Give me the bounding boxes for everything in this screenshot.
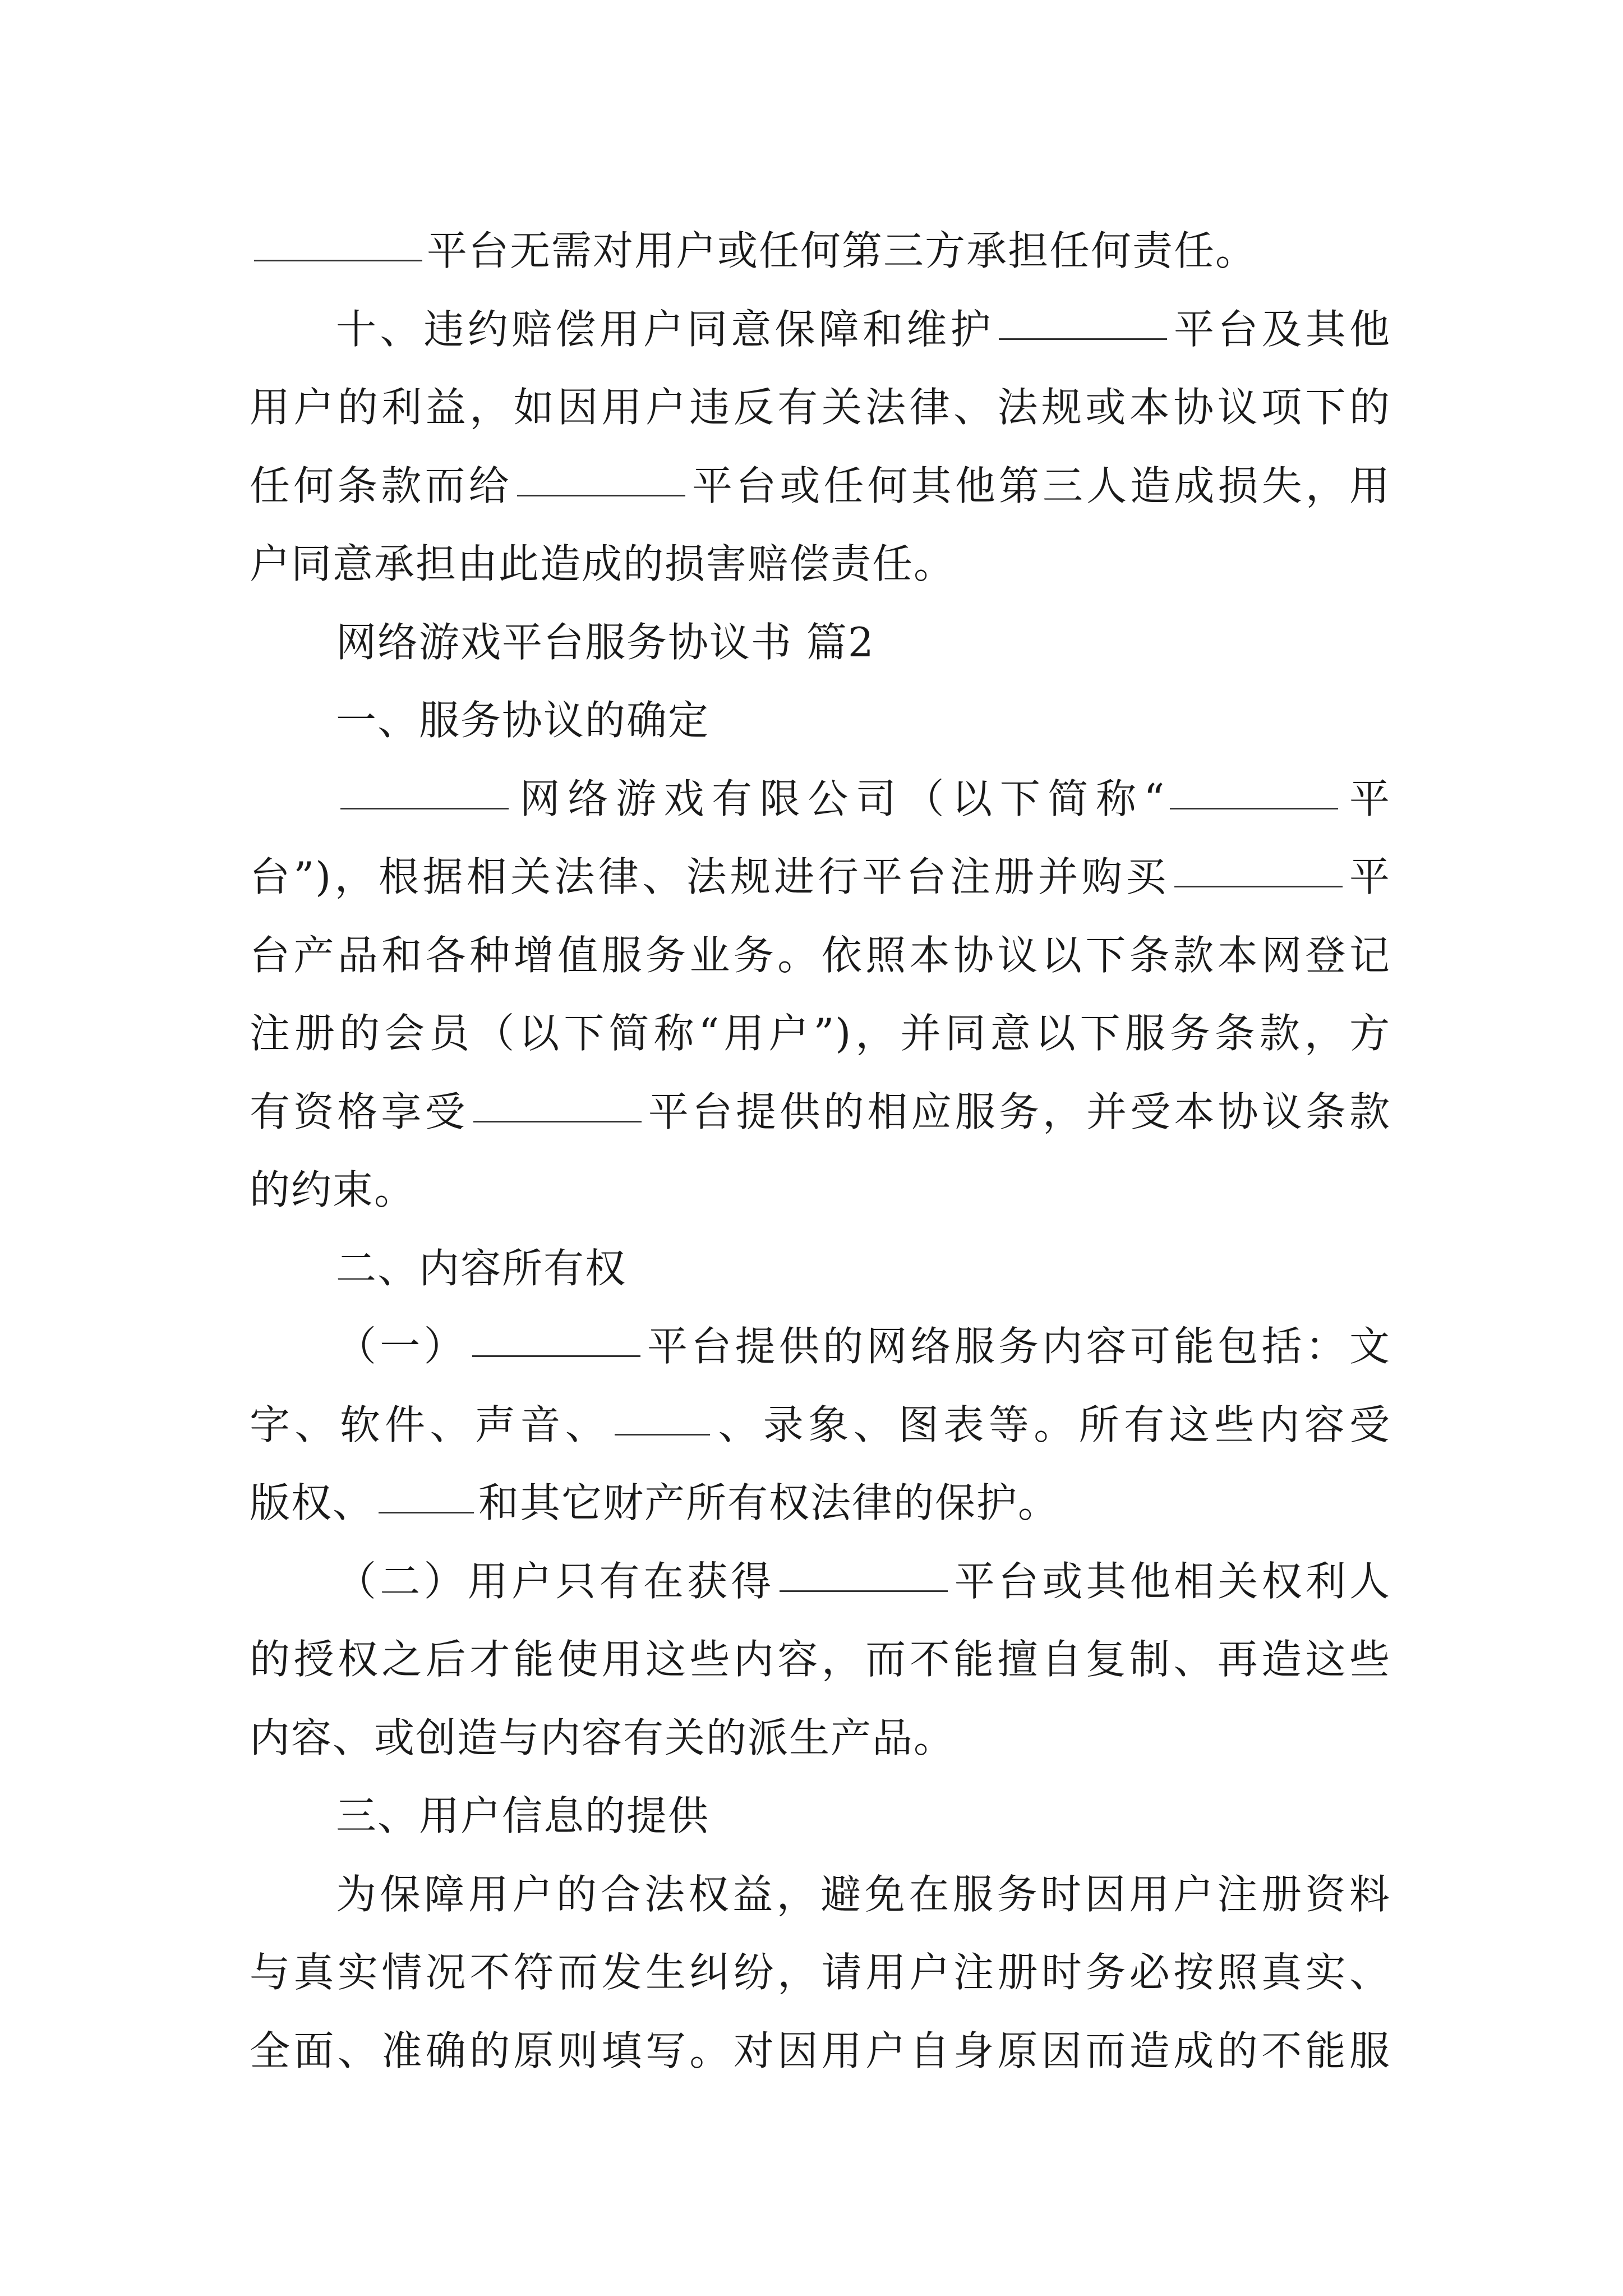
section-heading (250, 1777, 1391, 1856)
text-segment: 的授权之后才能使用这些内容，而不能擅自复制、再造这些 (250, 1636, 1391, 1683)
text-segment: 任何条款而给 (250, 462, 513, 509)
text-segment: 平台无需对用户或任何第三方承担任何责任。 (427, 227, 1257, 274)
fill-in-blank (472, 1355, 640, 1357)
text-segment: （二）用户只有在获得 (336, 1557, 775, 1605)
fill-in-blank (1174, 885, 1343, 887)
fill-in-blank (517, 494, 685, 496)
text-segment: 平台及其他 (1171, 305, 1391, 353)
fill-in-blank (254, 259, 422, 261)
text-line (250, 838, 1391, 917)
text-segment: （一） (336, 1323, 468, 1370)
text-line (250, 447, 1391, 526)
section-heading (250, 604, 1391, 682)
text-segment: 版权、 (250, 1479, 375, 1526)
fill-in-blank (780, 1590, 948, 1592)
section-heading (250, 682, 1391, 760)
text-segment: 内容、或创造与内容有关的派生产品。 (250, 1714, 956, 1761)
text-line (250, 212, 1391, 291)
text-line (250, 369, 1391, 447)
text-segment: 三、用户信息的提供 (336, 1792, 710, 1839)
text-segment: 一、服务协议的确定 (336, 697, 710, 744)
text-segment: 为保障用户的合法权益，避免在服务时因用户注册资料 (336, 1870, 1391, 1918)
text-line (250, 2012, 1391, 2091)
fill-in-blank (340, 807, 509, 809)
text-segment: 和其它财产所有权法律的保护。 (478, 1479, 1060, 1526)
text-line (250, 291, 1391, 369)
document-body (250, 212, 1391, 2090)
text-segment: 的约束。 (250, 1166, 416, 1213)
text-segment: 台”)，根据相关法律、法规进行平台注册并购买 (250, 853, 1170, 900)
text-line (250, 1464, 1391, 1543)
text-segment: 二、内容所有权 (336, 1244, 627, 1292)
text-line (250, 760, 1391, 839)
fill-in-blank (1170, 807, 1338, 809)
text-segment: 平台提供的网络服务内容可能包括：文 (644, 1323, 1391, 1370)
text-line (250, 995, 1391, 1073)
text-segment: 字、软件、声音、 (250, 1401, 611, 1448)
text-segment: 平台或其他相关权利人 (952, 1557, 1391, 1605)
text-line (250, 1934, 1391, 2012)
text-segment: 台产品和各种增值服务业务。依照本协议以下条款本网登记 (250, 931, 1391, 979)
text-segment: 有资格享受 (250, 1088, 469, 1135)
text-segment: 、录象、图表等。所有这些内容受 (714, 1401, 1391, 1448)
text-line (250, 1308, 1391, 1386)
fill-in-blank (473, 1120, 642, 1122)
text-segment: 用户的利益，如因用户违反有关法律、法规或本协议项下的 (250, 384, 1391, 431)
text-segment: 注册的会员（以下简称“用户”)，并同意以下服务条款，方 (250, 1010, 1391, 1057)
text-segment: 平台或任何其他第三人造成损失，用 (689, 462, 1391, 509)
text-line (250, 1543, 1391, 1621)
text-line (250, 525, 1391, 604)
text-line (250, 1151, 1391, 1230)
fill-in-blank (999, 338, 1167, 340)
text-segment: 与真实情况不符而发生纠纷，请用户注册时务必按照真实、 (250, 1949, 1391, 1996)
text-segment: 十、违约赔偿用户同意保障和维护 (336, 305, 994, 353)
text-line (250, 1856, 1391, 1934)
text-line (250, 1386, 1391, 1465)
text-segment: 平台提供的相应服务，并受本协议条款 (645, 1088, 1391, 1135)
fill-in-blank (615, 1433, 710, 1435)
text-segment: 全面、准确的原则填写。对因用户自身原因而造成的不能服 (250, 2027, 1391, 2074)
text-segment: 网络游戏平台服务协议书 篇2 (336, 618, 875, 666)
text-line (250, 917, 1391, 995)
text-line (250, 1621, 1391, 1699)
text-segment: 平 (1343, 775, 1391, 822)
text-line (250, 1073, 1391, 1152)
fill-in-blank (379, 1511, 474, 1513)
text-segment: 网络游戏有限公司（以下简称“ (513, 775, 1166, 822)
text-segment: 户同意承担由此造成的损害赔偿责任。 (250, 540, 956, 587)
text-line (250, 1699, 1391, 1778)
section-heading (250, 1230, 1391, 1308)
text-segment: 平 (1347, 853, 1391, 900)
